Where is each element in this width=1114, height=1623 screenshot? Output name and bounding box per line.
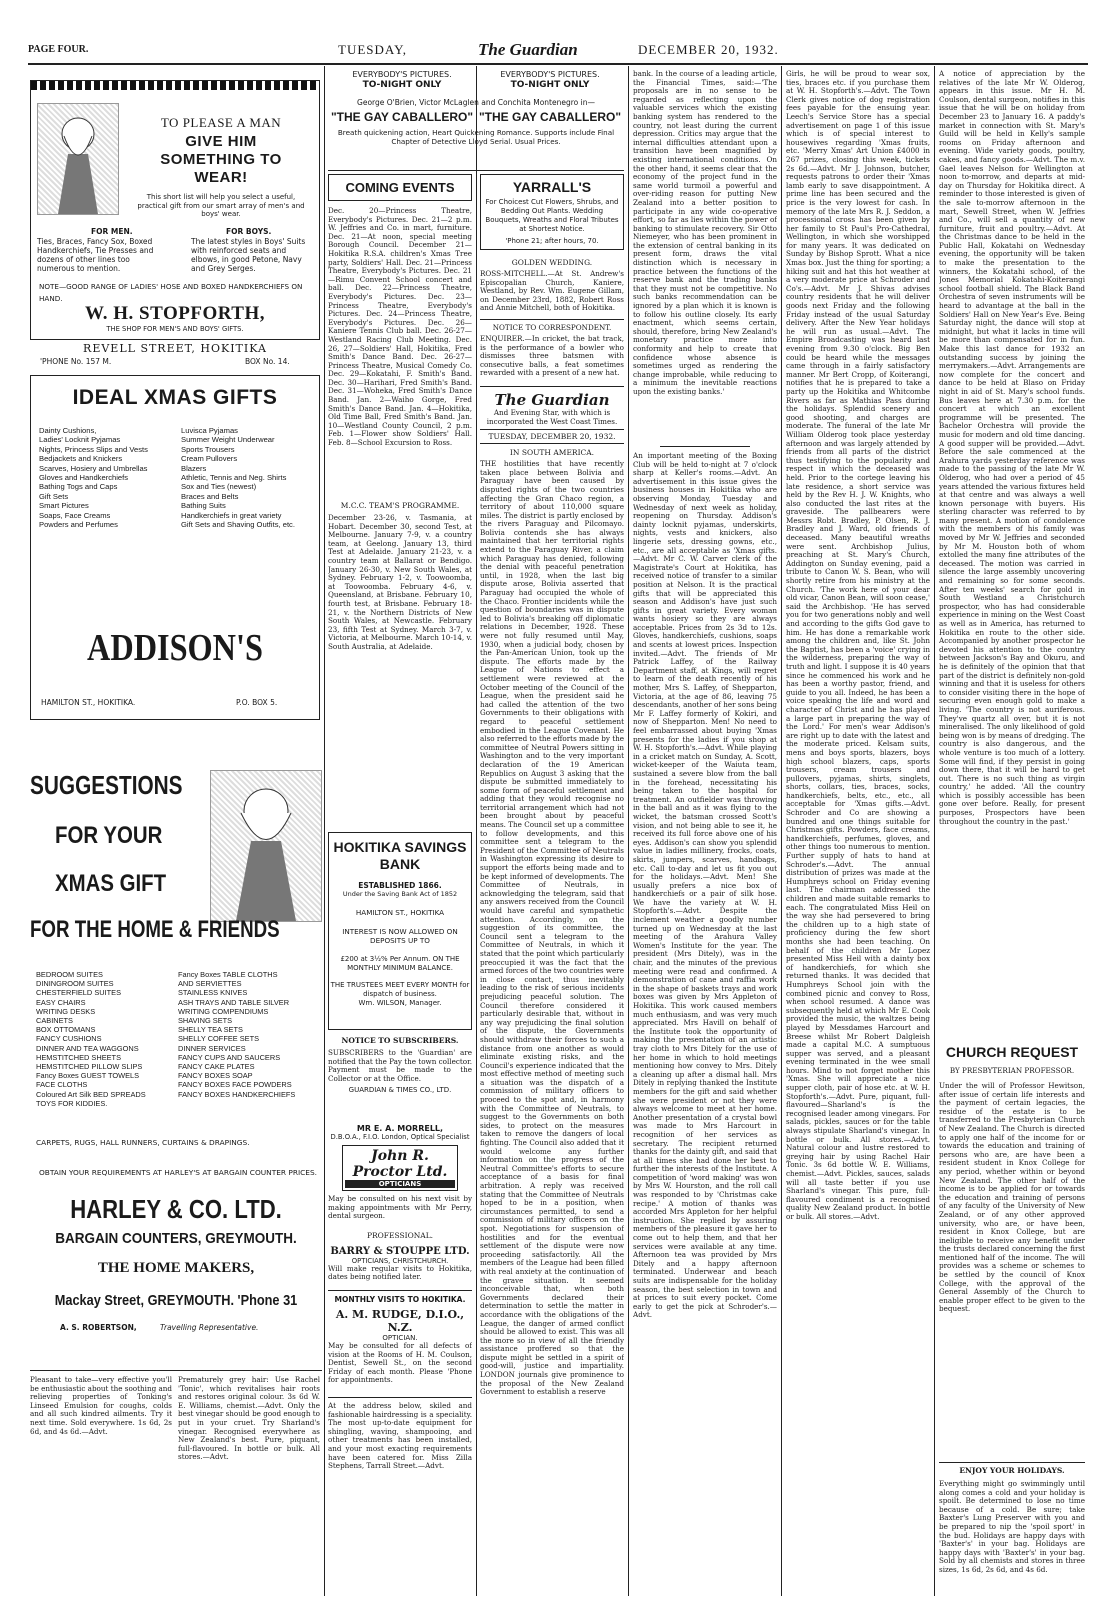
santa-icon	[211, 771, 321, 921]
column-4-text1: bank. In the course of a leading article, the Financial Times, said:—'The proposals are in no sense to be regarded as reflecting upon the valuable services which the existing banking system has rendered to the country, not least during the current depression. Critics may argue that the internal difficulties attendant upon a transition have been magnified by existing international conditions. On the other hand, it seems clear that the economy of the project fund in the same world turmoil a powerful and over-riding reason for putting New Zealand into a better position to participate in any wide co-operative effort, so far as lies within the power of banking to stimulate recovery. Sir Otto Niemeyer, who has been prominent in the extension of central banking in its present form, draws the vital distinction which is necessary in practice between the functions of the reserve bank and the trading banks that they must not be competitive. No such banks recommendation can be ignored by a plan which it is known is to follow his outline closely. Its early enactment, which seems certain, should, therefore, bring New Zealand's monetary practice more into conformity and help to create that confidence whose absence is sometimes urged as rendering the change improbable, while reducing to a minimum the inevitable reactions upon the existing banks.'	[633, 70, 777, 396]
church-title: CHURCH REQUEST	[945, 1044, 1079, 1060]
proctor-logo-text: John R. Proctor Ltd.	[352, 1148, 448, 1180]
pictures-cast: George O'Brien, Victor McLaglen and Conchita Montenegro in—	[357, 98, 595, 107]
holiday-text: Everything might go swimmingly until along comes a cold and your holiday is spoilt. Be determined to lose no time because of a cold. Be sure; take Baxter's Lung Preserver with you and be prepared to nip the 'spoil sport' in the bud. Holidays are happy days with 'Baxter's' in your bag. Holidays are happy days with 'Baxter's' in your bag. Sold by all chemists and stores in three sizes, 1s 6d, 2s 6d, and 4s 6d.	[939, 1480, 1085, 1574]
stopforth-advert	[30, 80, 320, 340]
divider	[660, 446, 750, 447]
church-text: Under the will of Professor Hewitson, after issue of certain life interests and the payment of certain legacies, the residue of the estate is to be transferred to the Presbyterian Church of New Zealand. The Church is directed to apply one half of the income for or towards the education and training of persons who are, are have been a resident student in Knox College for any period, whether within or beyond New Zealand. The other half of the income is to be applied for or towards the education and training of persons of any faculty of the University of New Zealand, or of any other approved university, who are, or have been, resident in Knox College, but are ineligible to receive any benefit under the trusts declared concerning the first mentioned half of the income. The will provides was a scheme or schemes to be settled by the council of Knox College, with the approval of the General Assembly of the Church to enable proper effect to be given to the bequest.	[939, 1082, 1085, 1314]
subscribers-sig: GUARDIAN & TIMES CO., LTD.	[348, 1086, 452, 1095]
harley-right-list	[178, 970, 320, 1099]
list-item: Bedjackets and Knickers	[39, 454, 123, 464]
harley-left-list	[36, 970, 176, 1108]
harley-street: Mackay Street, GREYMOUTH. 'Phone 31	[54, 1292, 298, 1309]
stopforth-note: NOTE—GOOD RANGE OF LADIES' HOSE AND BOXED HANDKERCHIEFS ON HAND.	[39, 282, 303, 303]
stopforth-tagline: THE SHOP FOR MEN'S AND BOYS' GIFTS.	[106, 325, 244, 333]
bank-manager: Wm. WILSON, Manager.	[358, 999, 442, 1007]
list-item: BOX OTTOMANS	[36, 1025, 96, 1035]
column-rule-2	[476, 66, 477, 1596]
stopforth-line2: GIVE HIM	[185, 133, 257, 150]
masthead-date: DECEMBER 20, 1932.	[638, 42, 779, 57]
golden-title: GOLDEN WEDDING.	[511, 258, 593, 267]
optician-name: MR E. A. MORRELL,	[356, 1124, 444, 1133]
yarralls-advert	[480, 174, 624, 250]
list-item: SHAVING SETS	[178, 1016, 233, 1026]
santa-illustration-2	[210, 770, 322, 922]
santa-icon	[38, 104, 118, 214]
yarralls-title: YARRALL'S	[512, 179, 592, 195]
list-item: FANCY BOXES FACE POWDERS	[178, 1080, 292, 1090]
addisons-advert	[30, 375, 320, 720]
subscribers-notice	[328, 1036, 472, 1126]
harley-line2: FOR YOUR	[55, 822, 163, 849]
firm-name: BARRY & STOUPPE LTD.	[330, 1245, 470, 1257]
list-item: Bathing Suits	[181, 501, 226, 511]
pictures-head-1: EVERYBODY'S PICTURES.	[352, 70, 452, 79]
stopforth-address: REVELL STREET, HOKITIKA	[83, 342, 267, 355]
page-label: PAGE FOUR.	[28, 44, 89, 55]
golden-text: ROSS-MITCHELL.—At St. Andrew's Episcopalian Church, Kaniere, Westland, by Rev. Wm. Eugene Gillam, on December 23rd, 1882, Robert Ross and Annie Mitchell, both of Hokitika.	[480, 269, 624, 313]
list-item: Soaps, Face Creams	[39, 510, 111, 520]
column-rule-5	[934, 66, 935, 1596]
pictures-desc: Breath quickening action, Heart Quickening Romance. Supports include Final Chapter of Detective Lloyd Serial. Usual Prices.	[337, 128, 615, 146]
church-sub: BY PRESBYTERIAN PROFESSOR.	[949, 1066, 1075, 1075]
bank-act: Under the Saving Bank Act of 1852	[342, 890, 458, 898]
coming-events	[328, 174, 472, 824]
harley-line4: FOR THE HOME & FRIENDS	[30, 916, 280, 943]
list-item: FANCY CUPS AND SAUCERS	[178, 1052, 281, 1062]
list-item: AND SERVIETTES	[178, 979, 242, 989]
list-item: FANCY CUSHIONS	[36, 1034, 102, 1044]
bank-trustees: THE TRUSTEES MEET EVERY MONTH for dispatch of business.	[330, 981, 470, 998]
stopforth-line4: WEAR!	[194, 169, 248, 186]
list-item: Gift Sets and Shaving Outfits, etc.	[181, 520, 295, 530]
editorial-sub: And Evening Star, with which is incorporated the West Coast Times.	[486, 407, 618, 426]
harley-rep-name: A. S. ROBERTSON,	[60, 1323, 137, 1332]
firm-text: Will make regular visits to Hokitika, dates being notified later.	[328, 1263, 472, 1282]
pictures-advert	[328, 70, 624, 170]
editorial-date: TUESDAY, DECEMBER 20, 1932.	[480, 429, 624, 444]
stopforth-intro: This short list will help you select a useful, practical gift from our smart array of men's and boys' wear.	[137, 193, 305, 218]
harley-line3: XMAS GIFT	[55, 870, 167, 897]
harley-advert	[30, 770, 322, 1340]
list-item: SHELLY TEA SETS	[178, 1025, 243, 1035]
yarralls-column	[480, 174, 624, 1596]
list-item: Fancy Boxes TABLE CLOTHS	[178, 970, 278, 979]
bottom-left-col2: Prematurely grey hair: Use Rachel 'Tonic', which revitalises hair roots and restores original colour. 3s 6d W. E. Williams, chemist.—Advt. Only the best vinegar should be good enough to put in your cruet. Try Sharland's vinegar. Recognised everywhere as New Zealand's best. Pure, piquant, full-flavoured. In bottle or bulk. All stores.—Advt.	[178, 1376, 320, 1462]
divider	[328, 170, 624, 171]
list-item: CHESTERFIELD SUITES	[36, 988, 122, 998]
harley-name: HARLEY & CO. LTD.	[70, 1194, 282, 1224]
list-item: CABINETS	[36, 1016, 73, 1026]
bank-street: HAMILTON ST., HOKITIKA	[355, 908, 445, 917]
bank-interest: INTEREST IS NOW ALLOWED ON DEPOSITS UP TO	[342, 927, 458, 945]
decorative-border	[31, 81, 319, 90]
list-item: Nights, Princess Slips and Vests	[39, 444, 148, 454]
column-rule-1	[324, 66, 325, 1596]
masthead-day: TUESDAY,	[338, 42, 408, 57]
rudge-name: A. M. RUDGE, D.I.O., N.Z.	[335, 1307, 465, 1334]
masthead-paper: The Guardian	[478, 40, 578, 59]
holiday-title: ENJOY YOUR HOLIDAYS.	[959, 1466, 1065, 1475]
addisons-address: HAMILTON ST., HOKITIKA.	[41, 698, 136, 707]
for-men-label: FOR MEN.	[91, 227, 133, 236]
prof-title: PROFESSIONAL.	[366, 1230, 434, 1240]
stopforth-box: BOX No. 14.	[245, 357, 290, 366]
harley-carpets: CARPETS, RUGS, HALL RUNNERS, CURTAINS & DRAPINGS.	[36, 1138, 250, 1147]
list-item: WRITING DESKS	[36, 1006, 96, 1016]
column-rule-3	[628, 66, 629, 1596]
rudge-sub: OPTICIAN.	[382, 1333, 418, 1342]
list-item: Cream Pullovers	[181, 454, 238, 464]
editorial-text: THE hostilities that have recently taken place between Bolivia and Paraguay have been caused by disputed rights of the two countries affecting the Gran Chaco region, a territory of about 110,000 square miles. The district is partly enclosed by the rivers Paraguay and Pilcomayo. Bolivia contends she has always maintained that her territorial rights extend to the Paraguay River, a claim which Paraguay has denied, following the denial with peaceful penetration until, in 1928, when the last big dispute arose, Bolivia asserted that Paraguay had occupied the whole of the Chaco. Frontier incidents while the question of boundaries was in dispute led to Bolivia's breaking off diplomatic relations in December, 1928. These were not fully resumed until May, 1930, when a judicial body, chosen by the Pan-American Union, took up the dispute. The efforts made by the League of Nations to effect a settlement were reviewed at the October meeting of the Council of the League, when the president said he had called the attention of the two Governments to their obligations with regard to peaceful settlement embodied in the League Covenant. He also referred to the efforts made by the committee of Neutral Powers sitting in Washington and to the very important declaration of the 19 American Republics on August 3 asking that the dispute be submitted immediately to some form of peaceful settlement and adding that they would recognise no territorial arrangement which had not been brought about by peaceful means. The Council set up a committee to follow developments, and this committee sent a telegram to the President of the Committee of Neutrals in Washington expressing its desire to support the efforts being made and to be kept informed of developments. The Committee of Neutrals, in acknowledging the telegram, said that any answers received from the Council would have careful and sympathetic attention. Accordingly, on the suggestion of its committee, the Council sent a telegram to the Committee of Neutrals, in which it stated that the point which particularly preoccupied it was the fact that the armed forces of the two countries were in close contact, thus inevitably leading to the risk of serious incidents prejudicing peaceful solution. The Council therefore considered it particularly desirable that, without in any way prejudicing the final solution of the dispute, the Governments should withdraw their forces to such a distance from one another as would eliminate existing risks, and the Council's experience indicated that the most effective method of meeting such a situation was the dispatch of a commission of military officers to proceed to the spot and, in harmony with the Committee of Neutrals, to suggest to the Governments on both sides, to protect on the measures taken to remove the dangers of local fighting. The Council also added that it would welcome any further information on the progress of the Neutral Committee's efforts to secure acceptance of a basis for final arbitration. A reply was received stating that the Committee of Neutrals hoped to be in a position, when circumstances permitted, to send a commission of military officers on the spot. Negotiations for suspension of hostilities and for the eventual settlement of the dispute were now proceeding satisfactorily. All the members of the League had been filled with real anxiety at the continuation of the grave situation. It seemed inconceivable that, when both Governments declared their determination to settle the matter in accordance with the obligations of the League, the danger of armed conflict should be allowed to exist. This was all the more so in view of all the friendly assistance proffered so that the dispute might be settled in a spirit of good-will, justice and impartiality. LONDON journals give prominence to the proposal of the New Zealand Government to establish a reserve	[480, 460, 624, 1397]
column-4-text2: An important meeting of the Boxing Club will be held to-night at 7 o'clock sharp at Keller's rooms.—Advt. An advertisement in this issue gives the business houses in Hokitika who are observing Monday, Tuesday and Wednesday of next week as holiday, reopening on Thursday. Addison's dainty locknit pyjamas, underskirts, nights, vests and knickers, also lingerie sets, dressing gowns, etc., etc., are all acceptable as 'Xmas gifts.—Advt. Mr C. W. Carver clerk of the Magistrate's Court at Hokitika, has received notice of transfer to a similar position at Nelson. It is the practical gifts that will be appreciated this season and Addison's have just such gifts in great variety. Every woman wants hosiery so they are always acceptable. Prices from 2s 3d to 12s. Gloves, handkerchiefs, cushions, soaps and scents at lowest prices. Inspection invited.—Advt. The friends of Mr Patrick Laffey, of the Railway Department staff, at Kings, will regret to learn of the death recently of his mother, Mrs S. Laffey, of Shepparton, Victoria, at the age of 86, leaving 75 descendants, another of her sons being Mr F. Laffey formerly of Kokiri, and now of Shepparton. Men! No need to feel embarrassed about buying 'Xmas presents for the ladies if you shop at W. H. Stopforth's.—Advt. While playing in a cricket match on Sunday, A. Scott, wicket-keeper of the Waiuta team, sustained a severe blow from the ball in the forehead, necessitating his being taken to the hospital for treatment. An outfielder was throwing in the ball and as it was flying to the wicket, the batsman crossed Scott's vision, and not being able to see it, he received its full force above one of his eyes. Addison's can show you splendid value in ladies millinery, frocks, coats, skirts, jumpers, scarves, handbags, etc. Call to-day and let us fit you out for the holidays.—Advt. Men! She usually prefers a nice box of handkerchiefs or a pair of silk hose. We have the variety at W. H. Stopforth's.—Advt. Despite the inclement weather a goodly number turned up on Wednesday at the last meeting of the Arahura Valley Women's Institute for the year. The president (Mrs Ditely), was in the chair, and the minutes of the previous meeting were read and confirmed. A demonstration of cane and raffia work in the shape of baskets trays and work boxes was given by Mrs Appleton of Hokitika. This work caused members much enthusiasm, and was very much appreciated. Mrs Havill on behalf of the Institute took the opportunity of making the presentation of an artistic tray cloth to Mrs Ditely for the use of her home in which to hold meetings mentioning how convey to Mrs. Ditely a cleaning up after a dismal hall. Mrs Ditely in replying thanked the Institute members for the gift and said whether she were president or not they were always welcome to meet at her home. Another presentation of a crystal bowl was made to Mrs Harcourt in recognition of her services as secretary. The recipient returned thanks for the dainty gift, and said that at all times she had done her best to further the interests of the Institute. A competition of 'word making' was won by Mrs W. Hourston, and the roll call was responded to by 'Christmas cake recipe.' A motion of thanks was accorded Mrs Appleton for her helpful instruction. She replied by assuring members of the pleasure it gave her to come out to help them, and that her services were available at any time. Afternoon tea was provided by Mrs Ditely and a happy afternoon terminated. Underwear and beach suits are indispensable for the holiday season, the best selection in town and at prices to suit every pocket. Come early to get the pick at Schroder's.—Advt.	[633, 452, 777, 1320]
hairdresser-notice: At the address below, skiled and fashionable hairdressing is a speciality. The most up-to-date equipment for shingling, waving, shampooing, and other treatments has been installed, and your most exacting requirements have been catered for. Miss Zilla Stephens, Tarrall Street.—Advt.	[328, 1397, 472, 1471]
addisons-title: IDEAL XMAS GIFTS	[72, 386, 278, 409]
stopforth-line3: SOMETHING TO	[160, 151, 282, 168]
list-item: Blazers	[181, 463, 207, 473]
stopforth-heading: TO PLEASE A MAN	[160, 115, 282, 130]
list-item: DINNER AND TEA WAGGONS	[36, 1043, 139, 1053]
list-item: Luvisca Pyjamas	[181, 426, 238, 435]
list-item: BEDROOM SUITES	[36, 970, 103, 979]
column-rule-4	[781, 66, 782, 1596]
list-item: Gift Sets	[39, 491, 69, 501]
list-item: Summer Weight Underwear	[181, 435, 275, 445]
yarralls-text: For Choicest Cut Flowers, Shrubs, and Bedding Out Plants. Wedding Bouquets, Wreaths and Floral Tributes at Shortest Notice.	[485, 198, 619, 233]
list-item: FANCY BOXES SOAP	[178, 1071, 253, 1081]
list-item: Coloured Art Silk BED SPREADS	[36, 1089, 146, 1099]
pictures-sub-2: TO-NIGHT ONLY	[510, 80, 590, 90]
list-item: Gloves and Handkerchiefs	[39, 473, 129, 483]
santa-illustration	[37, 103, 119, 215]
optician-quals: D.B.O.A., F.I.O. London, Optical Specialist	[330, 1133, 470, 1141]
list-item: Dainty Cushions,	[39, 426, 97, 435]
divider	[939, 1462, 1085, 1463]
harley-obtain: OBTAIN YOUR REQUIREMENTS AT HARLEY'S AT BARGAIN COUNTER PRICES.	[38, 1168, 318, 1177]
subscribers-title: NOTICE TO SUBSCRIBERS.	[341, 1036, 459, 1045]
list-item: HEMSTITCHED PILLOW SLIPS	[36, 1062, 143, 1072]
harley-line1: SUGGESTIONS	[30, 770, 183, 800]
list-item: Bathing Togs and Caps	[39, 482, 118, 492]
list-item: WRITING COMPENDIUMS	[178, 1006, 269, 1016]
coming-events-list: Dec. 20—Princess Theatre, Everybody's Pictures. Dec. 21—2 p.m. W. Jeffries and Co. in mart, furniture. Dec. 21—At noon, special meeting Borough Council. December 21—Hokitika R.S.A. children's Xmas Tree party, Soldiers' Hall. Dec. 21—Princess Theatre, Everybody's Pictures. Dec. 21—Rimu Convent School concert and ball. Dec. 22—Princess Theatre, Everybody's Pictures. Dec. 23—Princess Theatre, Everybody's Pictures. Dec. 24—Princess Theatre, Everybody's Pictures. Dec. 26—Kaniere Tennis Club ball. Dec. 26-27—Westland Racing Club Meeting. Dec. 26, 27—Soldiers' Hall, Hokitika, Fred Smith's Dance Band. Dec. 26-27—Princess Theatre, Musical Comedy Co. Dec. 29—Kokatahi, F. Smith's Band. Dec. 30—Harihari, Fred Smith's Band. Dec. 31—Woheka, Fred Smith's Dance Band. Jan. 2—Waiho Gorge, Fred Smith's Dance Band. Jan. 4—Hokitika, Old Time Ball, Fred Smith's Band. Jan. 10—Westland County Council, 2 p.m. Feb. 1—Flower show Soldiers' Hall. Feb. 8—School Excursion to Ross.	[328, 207, 472, 448]
boys-items: The latest styles in Boys' Suits with reinforced seats and elbows, in good Petone, Navy and Grey Serges.	[191, 237, 306, 273]
list-item: DINNER SERVICES	[178, 1043, 246, 1053]
list-item: Smart Pictures	[39, 501, 89, 511]
stopforth-name: W. H. STOPFORTH,	[85, 303, 265, 324]
correspondent-text: ENQUIRER.—In cricket, the bat track, is the performance of a bowler who dismisses three batsmen with consecutive balls, a feat sometimes rewarded with a present of a new hat.	[480, 333, 624, 378]
list-item: SHELLY COFFEE SETS	[178, 1034, 260, 1044]
list-item: ASH TRAYS AND TABLE SILVER	[178, 997, 290, 1007]
harley-counters: BARGAIN COUNTERS, GREYMOUTH.	[55, 1230, 297, 1247]
addisons-box: P.O. BOX 5.	[236, 698, 278, 707]
correspondent-title: NOTICE TO CORRESPONDENT.	[480, 319, 624, 332]
list-item: TOYS FOR KIDDIES.	[36, 1098, 108, 1108]
pictures-head-2: EVERYBODY'S PICTURES.	[500, 70, 600, 79]
list-item: Sports Trousers	[181, 444, 235, 454]
for-boys-label: FOR BOYS.	[226, 227, 272, 236]
pictures-title-1: "THE GAY CABALLERO"	[330, 110, 474, 124]
harley-rep-title: Travelling Representative.	[160, 1323, 259, 1332]
bank-est: ESTABLISHED 1866.	[358, 881, 442, 890]
harley-home: THE HOME MAKERS,	[97, 1260, 255, 1276]
optician-advert	[328, 1124, 472, 1596]
list-item: Ladies' Locknit Pyjamas	[39, 435, 121, 445]
list-item: Powders and Perfumes	[39, 520, 118, 530]
list-item: Sox and Ties (newest)	[181, 482, 257, 492]
masthead-rule	[28, 63, 1088, 65]
divider	[30, 1370, 322, 1371]
rudge-text: May be consulted for all defects of vision at the Rooms of H. M. Coulson, Dentist, Sewell St., on the second Friday of each month. Please 'Phone for appointments.	[328, 1340, 472, 1385]
bank-title: HOKITIKA SAVINGS BANK	[333, 839, 467, 872]
mcc-title: M.C.C. TEAM'S PROGRAMME.	[340, 501, 460, 510]
list-item: Scarves, Hosiery and Umbrellas	[39, 463, 148, 473]
list-item: FANCY BOXES HANDKERCHIEFS	[178, 1089, 296, 1099]
pictures-title-2: "THE GAY CABALLERO"	[478, 110, 622, 124]
proctor-logo-sub: OPTICIANS	[345, 1180, 455, 1188]
proctor-logo	[342, 1145, 458, 1191]
addisons-name: ADDISON'S	[87, 627, 263, 669]
mcc-programme: December 23-26, v. Tasmania, at Hobart. December 30, second Test, at Melbourne. January 7-9, v. a country team, at Geelong. January 13, third Test at Adelaide. January 21-23, v. a country team at Ballarat or Bendigo. January 26-30, v. New South Wales, at Sydney. February 1-2, v. Toowoomba, at Toowoomba. February 4-6, v. Queensland, at Brisbane. February 10, fourth test, at Brisbane. February 18-21, v. the Northern Districts of New South Wales, at Newcastle. February 23, fifth Test at Sydney. March 3-7, v. Victoria, at Melbourne. March 10-14, v. South Australia, at Adelaide.	[328, 513, 472, 651]
addisons-right-list	[181, 426, 316, 529]
list-item: Handkerchiefs in great variety	[181, 510, 282, 520]
list-item: Fancy Boxes GUEST TOWELS	[36, 1071, 140, 1081]
subscribers-text: SUBSCRIBERS to the 'Guardian' are notified that the Pay the town collector. Payment must be made to the Collector or at the Office.	[328, 1048, 472, 1083]
list-item: Athletic, Tennis and Neg. Shirts	[181, 473, 287, 483]
list-item: HEMSTITCHED SHEETS	[36, 1052, 121, 1062]
savings-bank-advert	[328, 832, 472, 1030]
list-item: FACE CLOTHS	[36, 1080, 88, 1090]
list-item: FANCY CAKE PLATES	[178, 1062, 255, 1072]
list-item: Braces and Belts	[181, 491, 239, 501]
column-5-text: Girls, he will be proud to wear sox, ties, braces etc. if you purchase them at W. H. Stopforth's.—Advt. The Town Clerk gives notice of dog registration fees payable for the ensuing year. Leech's Service Store has a special advertisement on page 1 of this issue which is of special interest to housewives regarding 'Xmas fruits, etc. 'Merry Xmas' Art Union £4000 in 267 prizes, closing this week, tickets 2s 6d.—Advt. Mr J. Johnson, butcher, requests patrons to order their 'Xmas lamb early to save disappointment. A prime line has been secured and the price is the very lowest for cash. In memory of the late Mrs R. J. Seddon, a processional cross has been given by her family to St Paul's Pro-Cathedral, Wellington, in which she worshipped for many years. It was dedicated on Sunday by Bishop Sprott. What a nice Xmas box. Just the thing for sporting; a hiking suit and hat this hot weather at a very moderate price at Schroder and Co's.—Advt. Mr J. Shivas advises country residents that he will deliver goods next Friday and the following Friday instead of the usual Saturday delivery. After the New Year holidays he will run as usual.—Advt. The Empire Broadcasting was heard last evening from 9.30 o'clock. Big Ben could be heard while the messages came through in a fairly satisfactory manner. Mr Bert Cropp, of Koiterangi, notifies that he is prepared to take a party up the Hokitika and Whitcombe Rivers as far as Mathias Pass during the holidays. Splendid scenery and good shooting, and charges are moderate. The funeral of the late Mr William Olderog took place yesterday afternoon and was largely attended by friends from all parts of the district thus testifying to the popularity and respect in which the deceased was held. Prior to the cortege leaving his late residence, a short service was held by the Rev H. J. W. Knights, who also conducted the last rites at the graveside. The pallbearers were Messrs Robt. Bradley, P. Olsen, R. J. Bradley and J. Ward, old friends of deceased. Many beautiful wreaths were sent. Archbishop Julius, preaching at St. Mary's Church, Addington on Sunday evening, paid a tribute to Canon W. S. Bean, who will shortly retire from his ministry at the Church. 'The work here of your dear old vicar, Canon Bean, will soon cease,' said the Archbishop. 'He has served you for two generations nobly and well and according to the gifts God gave to him. He has done a remarkable work among the children and, like St. John the Baptist, has been a 'voice' crying in the wilderness, preparing the way of truth and light. I suppose it is 40 years since he commenced his work and he has been a worthy pastor, friend, and guide to you all. Indeed, he has been a voice speaking the life and word and character of Christ and he has played a large part in preparing the way of the Lord.' For men's wear Addison's are right up to date with the latest and the moderate priced. Kelsam suits, mens and boys sports, blazers, boys high school blazers, caps, sports trousers, cream trousers and pullovers, pyjamas, shirts, singlets, shorts, collars, ties, braces, socks, handkerchiefs, belts, etc., etc., all acceptable for 'Xmas gifts.—Advt. Schroder and Co are showing a bundred and one things suitable for Christmas gifts. Powders, face creams, handkerchiefs, perfumes, gloves, and other things too numerous to mention. Further supply of hats to hand at Schroder's.—Advt. The annual distribution of prizes was made at the Humphreys school on Friday evening last. The chairman addressed the children and made suitable remarks to each. The congratulated Miss Heil on the way she had persevered to bring the children up to a high state of proficiency during the few short months she had been teaching. On behalf of the children Mr Lopez presented Miss Heil with a dainty box of handkerchiefs, for which she returned thanks. It was decided that Humphreys School join with the combined picnic and convey to Ross, when school resumed. A dance was subsequently held at which Mr E. Cook provided the music, the waltzes being played by Messdames Harcourt and Breese whilst Mr Robert Dalgleish made a capital M.C. A sumptuous supper was served, and a pleasant evening terminated in the wee small hours. Mind to not forget mother this 'Xmas. She will appreciate a nice supper cloth, pair of hose etc. at W. H. Stopforth's.—Advt. Pure, piquant, full-flavoured—Sharland's is the recognised leader among vinegars. For salads, pickles, sauces or for the table always stipulate Sharland's vinegar. In bottle or bulk. All stores.—Advt. Natural colour and lustre restored to greying hair by using Rachel Hair Tonic. 3s 6d bottle W. E. Williams, chemist.—Advt. Pickles, sauces, salads will all taste better if you use Sharland's vinegar. This pure, full-flavoured condiment is a recognised quality New Zealand product. In bottle or bulk. All stores.—Advt.	[786, 70, 930, 1221]
men-items: Ties, Braces, Fancy Sox, Boxed Handkerchiefs, Tie Presses and dozens of other lines too numerous to mention.	[37, 237, 154, 273]
column-6-text: A notice of appreciation by the relatives of the late Mr W. Olderog, appears in this issue. Mr H. M. Coulson, dental surgeon, notifies in this issue that he will be on holiday from December 23 to January 16. A paddy's market in connection with St. Mary's Guild will be held in Kelly's sample rooms on Friday afternoon and evening. Wide variety goods, poultry, cakes, and fancy goods.—Advt. The m.v. Gael leaves Nelson for Wellington at noon to-morrow, and departs at mid-day on Thursday for Hokitika direct. A reminder to those interested is given of the sale to-morrow afternoon in the mart, Sewell Street, when W. Jeffries and Co., will sell a quantity of new furniture, fruit and poultry.—Advt. At the Christmas dance to be held in the Public Hall, Kokatahi on Wednesday evening, the opportunity will be taken to make the presentation to the winners, the Kokatahi school, of the Jones Memorial Kokatahi-Koiterangi school football shield. The Black Band Orchestra of seven instruments will be heard to advantage at the ball in the Soldiers' Hall on New Year's Eve. Being Saturday night, the dance will stop at midnight, but what it lacks in time will be more than compensated for in fun. Make this last dance for 1932 an outstanding success by joining the merrymakers.—Advt. Arrangements are now complete for the concert and dance to be held at Blaso on Friday night in aid of St. Mary's school funds. Bus leaves here at 7.30 p.m. for the concert at which an excellent programme will be presented. The Bachelor Orchestra will provide the music for modern and old time dancing. A good supper will be provided.—Advt. Before the sale commenced at the Arahura yards yesterday reference was made to the passing of the late Mr W. Olderog, who had over a period of 45 years attended the various fixtures held at that centre and was always a well known personage with buyers. His sterling character was referred to by many present. A motion of condolence with the members of his family was moved by Mr W. Jeffries and seconded by Mr M. Houston both of whom extolled the many fine attributes of the deceased. The motion was carried in silence the large assembly uncovering and remaining so for some seconds. After ten weeks' search for gold in South Westland a Christchurch prospector, who has had considerable experience in mining on the West Coast as well as in America, has returned to Hokitika en route to the other side. Accompanied by another prospector he devoted his attention to the country between Jackson's Bay and Okuru, and he is definitely of the opinion that that part of the district is definitely non-gold winning and that it is useless for others to consider visiting there in the hope of securing even enough gold to make a living. 'The country is not auriferous. They've quartz all over, but it is not mineralised. The only likelihood of gold being won is by means of dredging. The country is also dangerous, and the whole venture is too much of a lottery. Some will find, if they persist in going down there, that it will be hard to get out. There is no such thing as virgin country,' he added. 'All the country which is possibly accessible has been gone over before. Really, for present purposes, Prospectors have been throughout the country in the past.'	[939, 70, 1085, 826]
list-item: EASY CHAIRS	[36, 997, 86, 1007]
stopforth-phone: 'PHONE No. 157 M.	[40, 357, 112, 366]
addisons-left-list	[39, 426, 179, 529]
bottom-left-col1: Pleasant to take—very effective you'll be enthusiastic about the soothing and relieving properties of Tonking's Linseed Emulsion for coughs, colds and all such kindred ailments. Try it next time. Sold everywhere. 1s 6d, 2s 6d, and 4s 6d.—Advt.	[30, 1376, 172, 1436]
bank-rate: £200 at 3½% Per Annum. ON THE MONTHLY MINIMUM BALANCE.	[340, 955, 460, 972]
coming-events-title: COMING EVENTS	[328, 174, 472, 201]
list-item: DININGROOM SUITES	[36, 979, 114, 989]
pictures-sub-1: TO-NIGHT ONLY	[362, 80, 442, 90]
yarralls-phone: 'Phone 21; after hours, 70.	[505, 237, 599, 245]
monthly-title: MONTHLY VISITS TO HOKITIKA.	[328, 1290, 472, 1304]
editorial-paper: The Guardian	[480, 386, 624, 409]
masthead	[28, 40, 1088, 62]
list-item: STAINLESS KNIVES	[178, 988, 248, 998]
optician-consult: May be consulted on his next visit by making appointments with Mr Perry, dental surgeon.	[328, 1194, 472, 1221]
editorial-heading: IN SOUTH AMERICA.	[509, 448, 595, 458]
firm-sub: OPTICIANS, CHRISTCHURCH.	[351, 1256, 449, 1265]
